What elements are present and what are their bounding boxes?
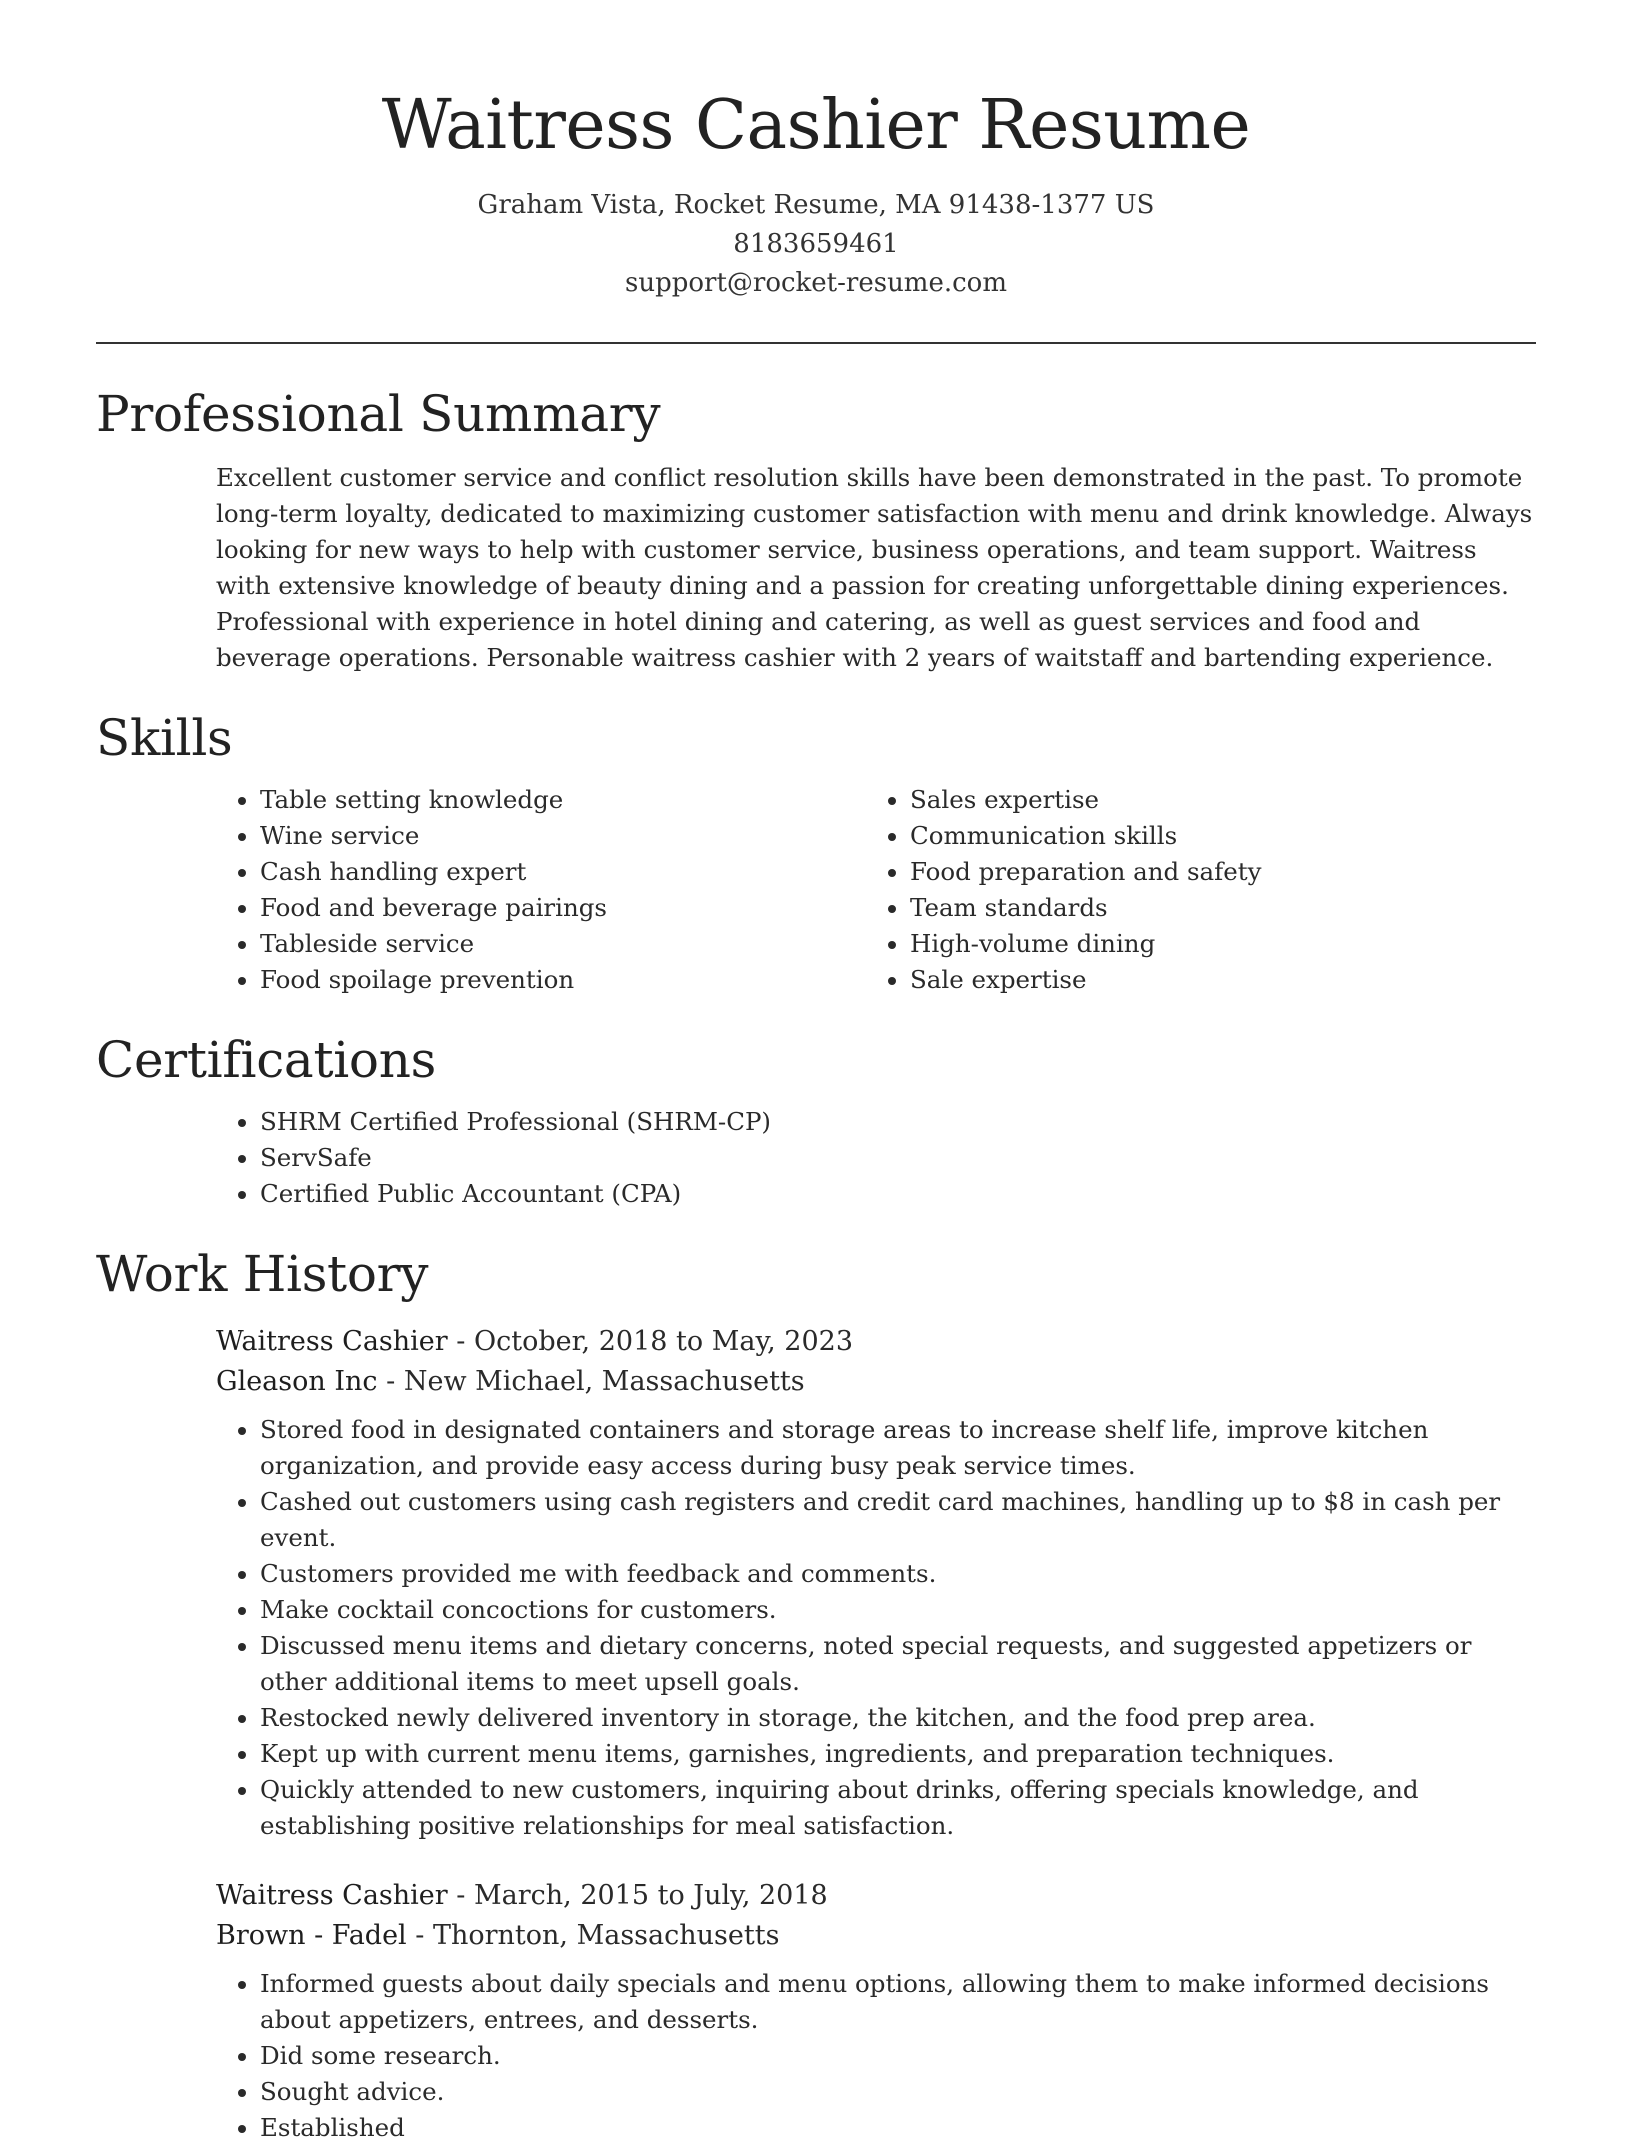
summary-text: Excellent customer service and conflict resolution skills have been demonstrated in the past. To promote long-term loyalty, dedicated to maximizing customer satisfaction with menu and drink knowledge. Always looking for new ways to help with customer service, business operations, and team support. Waitress with extensive knowledge of beauty dining and a passion for creating unforgettable dining experiences. Professional with experience in hotel dining and catering, as well as guest services and food and beverage operations. Personable waitress cashier with 2 years of waitstaff and bartending experience. bbox=[216, 463, 1533, 672]
skills-column-right bbox=[866, 782, 1516, 998]
certification-item: • Certified Public Accountant (CPA) bbox=[260, 1176, 1536, 1212]
skill-item: • Sale expertise bbox=[910, 962, 1516, 998]
skills-section bbox=[96, 702, 1536, 998]
job-bullet: • Did some research. bbox=[260, 2038, 1536, 2074]
job-bullet: • Sought advice. bbox=[260, 2074, 1536, 2110]
certification-item: • ServSafe bbox=[260, 1140, 1536, 1176]
job-company-line bbox=[216, 1916, 1536, 1956]
job-title-line bbox=[216, 1322, 1536, 1362]
job-bullet: • Make cocktail concoctions for customers. bbox=[260, 1592, 1536, 1628]
job-bullet: • Cashed out customers using cash registers and credit card machines, handling up to $8 in cash per event. bbox=[260, 1484, 1536, 1556]
skill-item: • Food and beverage pairings bbox=[260, 890, 866, 926]
certifications-section bbox=[96, 1024, 1536, 1212]
job-dates: - October, 2018 to May, 2023 bbox=[447, 1326, 853, 1357]
job-bullets bbox=[216, 1412, 1536, 1844]
contact-phone: 8183659461 bbox=[733, 229, 899, 259]
summary-heading: Professional Summary bbox=[96, 385, 661, 443]
certifications-heading: Certifications bbox=[96, 1031, 436, 1089]
job-location: - Thornton, Massachusetts bbox=[406, 1920, 780, 1951]
job-bullet: • Established bbox=[260, 2110, 1536, 2146]
job-bullet: • Customers provided me with feedback and comments. bbox=[260, 1556, 1536, 1592]
certifications-list bbox=[216, 1104, 1536, 1212]
job-company-line bbox=[216, 1362, 1536, 1402]
job-title: Waitress Cashier bbox=[216, 1326, 448, 1357]
job-company: Brown - Fadel bbox=[216, 1920, 407, 1951]
job-entry bbox=[216, 1876, 1536, 2146]
skills-heading: Skills bbox=[96, 709, 233, 767]
job-bullet: • Informed guests about daily specials and menu options, allowing them to make informed decisions about appetizers, entrees, and desserts. bbox=[260, 1966, 1536, 2038]
job-bullet: • Quickly attended to new customers, inquiring about drinks, offering specials knowledge, and establishing positive relationships for meal satisfaction. bbox=[260, 1772, 1536, 1844]
skills-grid bbox=[216, 782, 1536, 998]
certification-item: • SHRM Certified Professional (SHRM-CP) bbox=[260, 1104, 1536, 1140]
skill-item: • Food spoilage prevention bbox=[260, 962, 866, 998]
job-bullet: • Stored food in designated containers and storage areas to increase shelf life, improve kitchen organization, and provide easy access during busy peak service times. bbox=[260, 1412, 1536, 1484]
contact-address: Graham Vista, Rocket Resume, MA 91438-1377 US bbox=[477, 190, 1155, 220]
skill-item: • Cash handling expert bbox=[260, 854, 866, 890]
skill-item: • Wine service bbox=[260, 818, 866, 854]
job-title-line bbox=[216, 1876, 1536, 1916]
resume-title: Waitress Cashier Resume bbox=[381, 86, 1251, 165]
work-history-heading: Work History bbox=[96, 1245, 429, 1303]
header-divider bbox=[96, 342, 1536, 344]
skill-item: • Food preparation and safety bbox=[910, 854, 1516, 890]
job-bullets bbox=[216, 1966, 1536, 2146]
skills-column-left bbox=[216, 782, 866, 998]
skill-item: • Tableside service bbox=[260, 926, 866, 962]
resume-header bbox=[0, 0, 1632, 303]
skill-item: • High-volume dining bbox=[910, 926, 1516, 962]
contact-block bbox=[0, 186, 1632, 303]
job-bullet: • Restocked newly delivered inventory in storage, the kitchen, and the food prep area. bbox=[260, 1700, 1536, 1736]
job-bullet: • Discussed menu items and dietary concerns, noted special requests, and suggested appetizers or other additional items to meet upsell goals. bbox=[260, 1628, 1536, 1700]
job-location: - New Michael, Massachusetts bbox=[377, 1366, 805, 1397]
job-bullet: • Kept up with current menu items, garnishes, ingredients, and preparation techniques. bbox=[260, 1736, 1536, 1772]
contact-email: support@rocket-resume.com bbox=[624, 268, 1007, 298]
skill-item: • Team standards bbox=[910, 890, 1516, 926]
skill-item: • Table setting knowledge bbox=[260, 782, 866, 818]
skill-item: • Sales expertise bbox=[910, 782, 1516, 818]
skill-item: • Communication skills bbox=[910, 818, 1516, 854]
job-dates: - March, 2015 to July, 2018 bbox=[447, 1880, 828, 1911]
job-entry bbox=[216, 1322, 1536, 1844]
work-history-section bbox=[96, 1238, 1536, 2146]
summary-section bbox=[96, 378, 1536, 676]
job-title: Waitress Cashier bbox=[216, 1880, 448, 1911]
job-company: Gleason Inc bbox=[216, 1366, 378, 1397]
resume-content bbox=[96, 378, 1536, 2146]
